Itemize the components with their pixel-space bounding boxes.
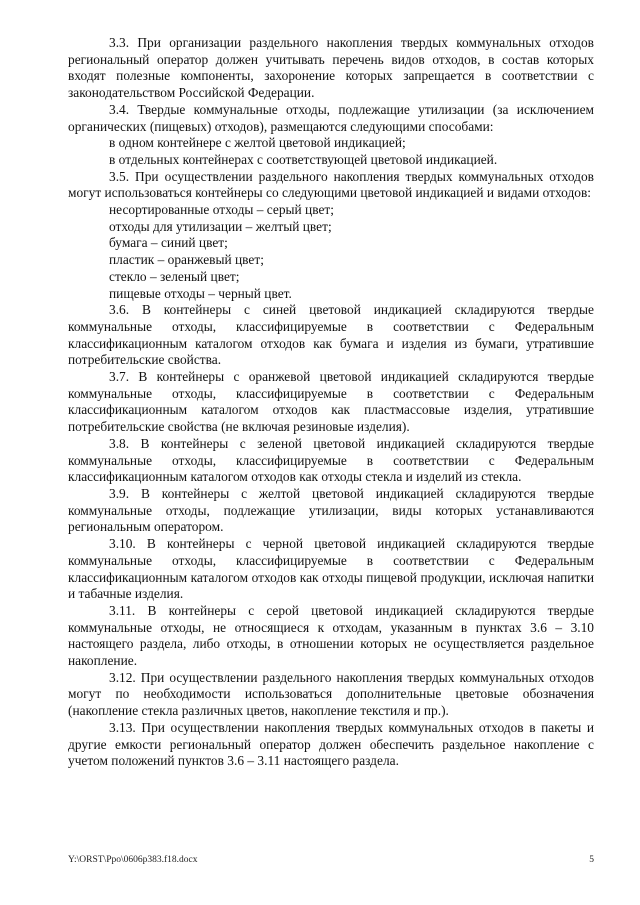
list-item: стекло – зеленый цвет; xyxy=(109,268,240,284)
paragraph-3-9: 3.9. В контейнеры с желтой цветовой индикацией складируются твердые коммунальные отходы, подлежащие утилизации, виды которых устанавливаются региональным оператором. xyxy=(68,485,594,535)
paragraph-3-6: 3.6. В контейнеры с синей цветовой индикацией складируются твердые коммунальные отходы, классифицируемые в соответствии с Федеральным классификационным каталогом отходов как бумага и изделия из бумаги, утратившие потребительские свойства. xyxy=(68,302,594,368)
paragraph-3-11: 3.11. В контейнеры с серой цветовой индикацией складируются твердые коммунальные отходы, не относящиеся к отходам, указанным в пунктах 3.6 – 3.10 настоящего раздела, либо отходы, в отношении которых не осуществляется раздельное накопление. xyxy=(68,602,594,669)
list-item: бумага – синий цвет; xyxy=(109,235,228,251)
list-item: отходы для утилизации – желтый цвет; xyxy=(109,218,332,234)
list-item: в одном контейнере с желтой цветовой индикацией; xyxy=(109,135,406,151)
document-body xyxy=(68,35,594,770)
file-path: Y:\ORST\Ppo\0606p383.f18.docx xyxy=(68,855,198,865)
paragraph-3-5: 3.5. При осуществлении раздельного накопления твердых коммунальных отходов могут использоваться контейнеры со следующими цветовой индикацией и видами отходов: xyxy=(68,168,594,201)
paragraph-3-13: 3.13. При осуществлении накопления твердых коммунальных отходов в пакеты и другие емкости региональный оператор должен обеспечить раздельное накопление с учетом положений пунктов 3.6 – 3.11 настоящего раздела. xyxy=(68,719,594,769)
list-item: несортированные отходы – серый цвет; xyxy=(109,202,334,218)
list-item: в отдельных контейнерах с соответствующей цветовой индикацией. xyxy=(109,151,498,167)
paragraph-3-12: 3.12. При осуществлении раздельного накопления твердых коммунальных отходов могут по необходимости использоваться дополнительные цветовые обозначения (накопление стекла различных цветов, накопление текстиля и пр.). xyxy=(68,669,594,719)
paragraph-3-4: 3.4. Твердые коммунальные отходы, подлежащие утилизации (за исключением органических (пищевых) отходов), размещаются следующими способами: xyxy=(68,101,594,134)
list-item: пищевые отходы – черный цвет. xyxy=(109,285,292,301)
page-footer xyxy=(68,855,594,865)
paragraph-3-3: 3.3. При организации раздельного накопления твердых коммунальных отходов региональный оператор должен учитывать перечень видов отходов, в состав которых входят полезные компоненты, захоронение которых запрещается в соответствии с законодательством Российской Федерации. xyxy=(68,35,594,101)
paragraph-3-10: 3.10. В контейнеры с черной цветовой индикацией складируются твердые коммунальные отходы, классифицируемые в соответствии с Федеральным классификационным каталогом отходов как отходы пищевой продукции, исключая напитки и табачные изделия. xyxy=(68,536,594,602)
paragraph-3-8: 3.8. В контейнеры с зеленой цветовой индикацией складируются твердые коммунальные отходы, классифицируемые в соответствии с Федеральным классификационным каталогом отходов как отходы стекла и изделий из стекла. xyxy=(68,435,594,485)
list-item: пластик – оранжевый цвет; xyxy=(109,252,264,268)
paragraph-3-7: 3.7. В контейнеры с оранжевой цветовой индикацией складируются твердые коммунальные отходы, классифицируемые в соответствии с Федеральным классификационным каталогом отходов как пластмассовые изделия, утратившие потребительские свойства (не включая резиновые изделия). xyxy=(68,369,594,435)
page-number: 5 xyxy=(589,855,594,865)
